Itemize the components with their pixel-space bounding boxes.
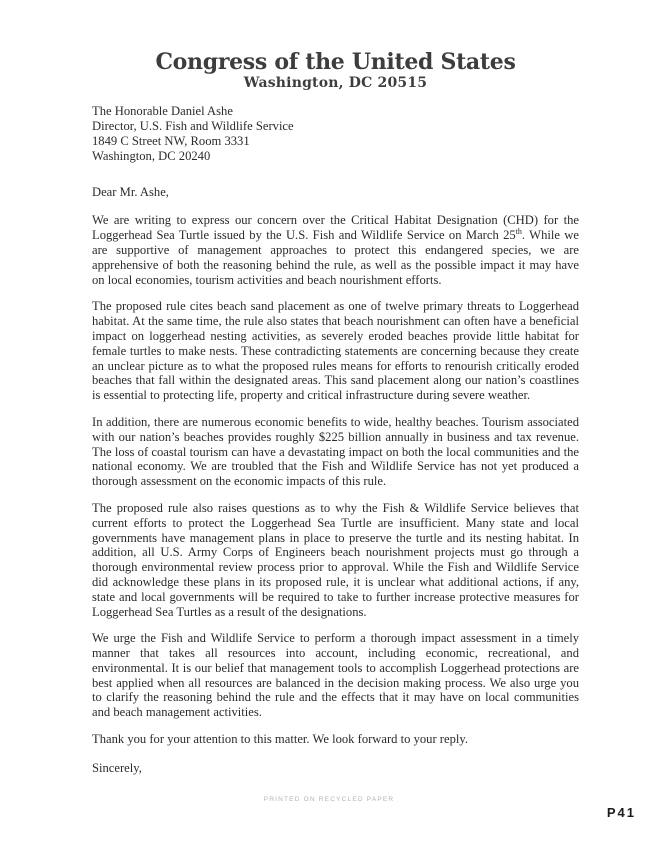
letterhead [92,50,579,93]
recipient-title: Director, U.S. Fish and Wildlife Service [92,119,294,134]
recycled-paper-note: PRINTED ON RECYCLED PAPER [263,796,395,803]
signoff: Sincerely, [92,761,142,776]
paragraph-5: We urge the Fish and Wildlife Service to perform a thorough impact assessment in a timely manner that takes all resources into account, including economic, recreational, and environmental. It is our belief that management tools to accomplish Loggerhead protections are best applied when all resources are balanced in the decision making process. We also urge you to clarify the reasoning behind the rule and the effects that it may have on local communities and beach management activities. [92,631,579,720]
page-number-label: P41 [606,805,636,820]
letterhead-title: Congress of the United States [155,49,516,75]
recipient-address-block [92,104,579,164]
paragraph-1-text-pre: We are writing to express our concern over the Critical Habitat Designation (CHD) for the Loggerhead Sea Turtle issued by the U.S. Fish and Wildlife Service on March 25 [92,213,579,243]
date-ordinal-superscript: th [515,226,522,236]
paragraph-2: The proposed rule cites beach sand placement as one of twelve primary threats to Loggerhead habitat. At the same time, the rule also states that beach nourishment can often have a beneficial impact on loggerhead nesting activities, as severely eroded beaches provide little habitat for female turtles to make nests. These contradicting statements are concerning because they create an unclear picture as to what the proposed rules means for efforts to renourish critically eroded beaches that fall within the designated areas. This sand placement along our nation’s coastlines is essential to protecting life, property and critical infrastructure during severe weather. [92,299,579,403]
paragraph-4: The proposed rule also raises questions as to why the Fish & Wildlife Service believes that current efforts to protect the Loggerhead Sea Turtle are insufficient. Many state and local governments have management plans in place to preserve the turtle and its nesting habitat. In addition, all U.S. Army Corps of Engineers beach nourishment projects must go through a thorough environmental review process prior to approval. While the Fish and Wildlife Service did acknowledge these plans in its proposed rule, it is unclear what additional actions, if any, state and local governments will be required to take to further increase protective measures for Loggerhead Sea Turtles as a result of the designations. [92,500,579,619]
paragraph-1-text-post: . While we are supportive of management approaches to protect this endangered species, we are apprehensive of both the reasoning behind the rule, as well as the possible impact it may have on local economies, tourism activities and beach nourishment efforts. [92,228,579,287]
recipient-street: 1849 C Street NW, Room 3331 [92,134,250,149]
paragraph-3: In addition, there are numerous economic benefits to wide, healthy beaches. Tourism associated with our nation’s beaches provides roughly $225 billion annually in business and tax revenue. The loss of coastal tourism can have a devastating impact on both the local communities and the national economy. We are troubled that the Fish and Wildlife Service has not yet produced a thorough assessment on the economic impacts of this rule. [92,414,579,489]
letter-content [92,50,579,776]
closing-thanks: Thank you for your attention to this matter. We look forward to your reply. [92,732,469,747]
recipient-city: Washington, DC 20240 [92,149,211,164]
salutation: Dear Mr. Ashe, [92,185,169,200]
recipient-name: The Honorable Daniel Ashe [92,104,233,118]
paragraph-1 [92,213,579,287]
letterhead-subtitle: Washington, DC 20515 [243,75,428,91]
